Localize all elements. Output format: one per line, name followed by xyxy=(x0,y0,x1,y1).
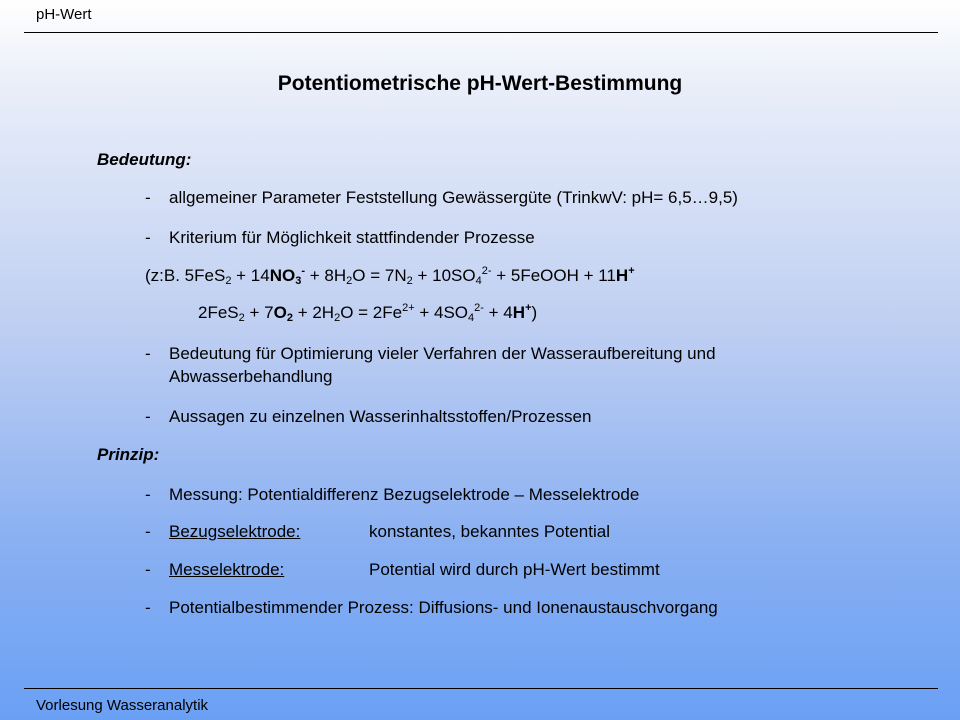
term-bezugselektrode: Bezugselektrode: xyxy=(169,522,301,541)
definition-messelektrode: Potential wird durch pH-Wert bestimmt xyxy=(369,560,660,579)
list-item-text: Kriterium für Möglichkeit stattfindender Prozesse xyxy=(169,228,535,247)
list-item-text-continued: Abwasserbehandlung xyxy=(169,367,333,386)
reaction-equation-oxygen: $2FeS_2 + 7O_2 + 2H_2O = 2Fe^{2+} + 4SO_4^{2-} + 4H^+$) xyxy=(198,302,538,324)
list-item-text: Bedeutung für Optimierung vieler Verfahren der Wasseraufbereitung und xyxy=(169,344,716,363)
list-item-text: allgemeiner Parameter Feststellung Gewässergüte (TrinkwV: pH= 6,5…9,5) xyxy=(169,188,738,207)
bullet-dash: - xyxy=(145,344,151,363)
header-divider xyxy=(24,32,938,33)
footer-label: Vorlesung Wasseranalytik xyxy=(36,697,209,714)
list-item-text: Potentialbestimmender Prozess: Diffusions- und Ionenaustauschvorgang xyxy=(169,598,718,617)
header-title: pH-Wert xyxy=(36,6,92,23)
bullet-dash: - xyxy=(145,598,151,617)
slide-title: Potentiometrische pH-Wert-Bestimmung xyxy=(277,72,683,95)
term-messelektrode: Messelektrode: xyxy=(169,560,285,579)
bullet-dash: - xyxy=(145,188,151,207)
section-heading-prinzip: Prinzip: xyxy=(97,445,160,464)
definition-bezugselektrode: konstantes, bekanntes Potential xyxy=(369,522,610,541)
bullet-dash: - xyxy=(145,407,151,426)
bullet-dash: - xyxy=(145,485,151,504)
bullet-dash: - xyxy=(145,560,151,579)
footer-divider xyxy=(24,688,938,689)
list-item-text: Aussagen zu einzelnen Wasserinhaltsstoffen/Prozessen xyxy=(169,407,592,426)
list-item-text: Messung: Potentialdifferenz Bezugselektrode – Messelektrode xyxy=(169,485,640,504)
section-heading-bedeutung: Bedeutung: xyxy=(97,150,192,169)
bullet-dash: - xyxy=(145,228,151,247)
reaction-equation-nitrate: (z:B. $5FeS_2 + 14NO_3^- + 8H_2O = 7N_2 + 10SO_4^{2-}$ + 5FeOOH + 11H+ xyxy=(145,265,635,287)
bullet-dash: - xyxy=(145,522,151,541)
